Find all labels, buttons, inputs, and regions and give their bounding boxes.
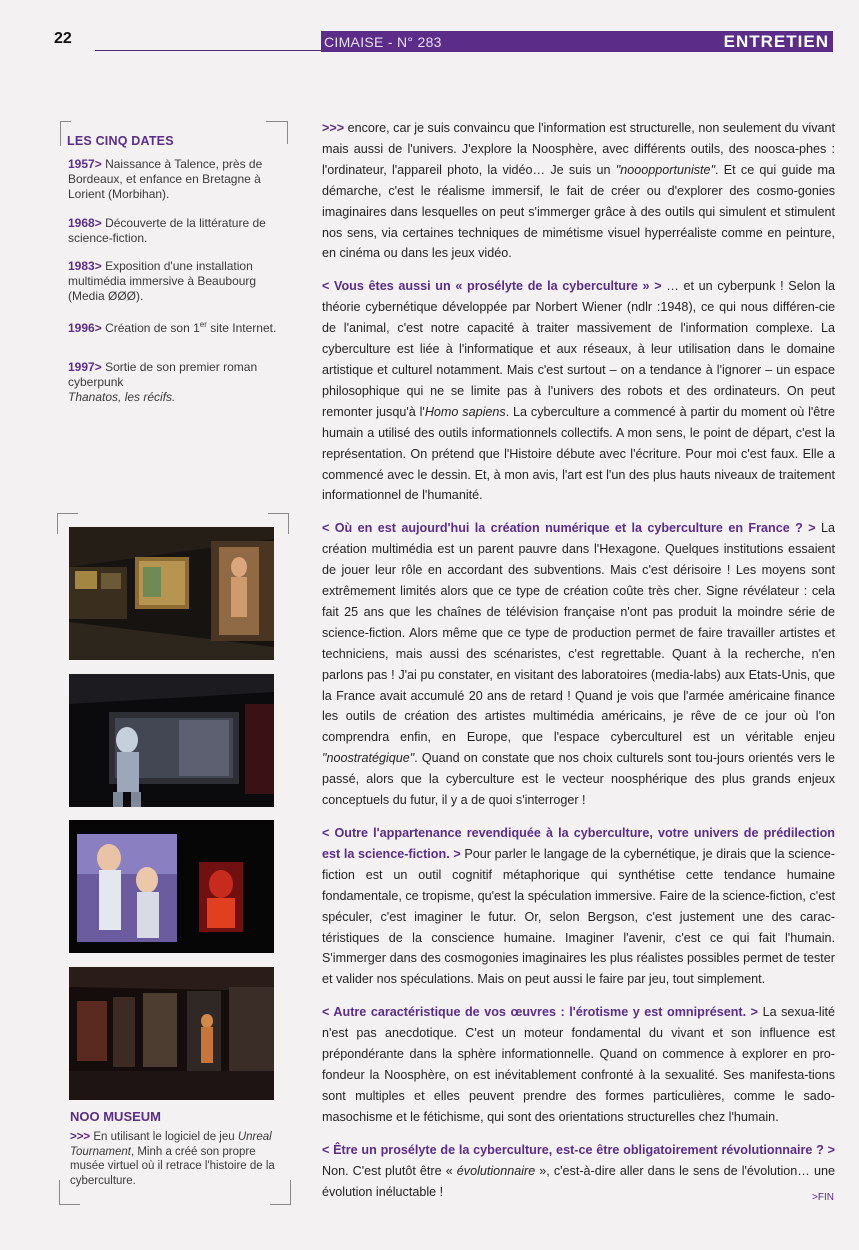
date-italic: Thanatos, les récifs. (68, 390, 176, 404)
article-paragraph (322, 276, 835, 506)
date-year: 1997 > (68, 360, 102, 374)
question: < Vous êtes aussi un « prosélyte de la cyberculture » > (322, 279, 662, 294)
article-paragraph (322, 118, 835, 264)
frame-corner (266, 121, 288, 144)
question: < Outre l'appartenance revendiquée à la cyberculture, votre univers de prédilection est la science-fiction. (322, 826, 835, 861)
article-paragraph (322, 823, 835, 990)
caption-arrows: >>> (70, 1131, 91, 1143)
date-text: site Internet. (206, 321, 277, 335)
answer-italic: Homo sapiens (424, 404, 506, 419)
article-paragraph (322, 1002, 835, 1127)
date-text: Découverte de la littérature de science-fiction. (68, 216, 266, 245)
date-entry (68, 157, 278, 202)
museum-caption (70, 1130, 280, 1188)
paragraph-text: . Et ce qui guide ma démarche, c'est le réalisme immersif, le fait de créer ou d'explorer des cosmo-gonies imaginaires dans lesquelles on peut s'immerger grâce à des outils qui simulent et stimulent nos sens, via certaines techniques de mimétisme visuel hyperréaliste comme en peinture, en cinéma ou dans les jeux vidéo. (322, 162, 835, 261)
page-number: 22 (54, 30, 72, 47)
caption-text: , Minh a créé son propre musée virtuel où il retrace l'histoire de la cyberculture. (70, 1145, 275, 1187)
article-body (322, 118, 835, 1214)
answer-text: La création multimédia est un parent pauvre dans l'Hexagone. Quelques institutions essaient de jouer leur rôle en accordant des subventions. Mais c'est dérisoire ! Les moyens sont extrêmement limités alors que ce type de création coûte très cher. Signe révélateur : cela fait 25 ans que les chaînes de télévision française n'ont pas produit la moindre série de science-fiction. Alors même que ce type de production permet de faire travailler artistes et techniciens, mais aussi des scénaristes, c'est regrettable. Quant à la recherche, n'en parlons pas ! J'ai pu constater, en visitant des laboratoires (media-labs) aux Etats-Unis, que la France avait accumulé 20 ans de retard ! Quand je vois que l'armée américaine finance les outils de création des artistes multimédia américains, je rêve de ce jour où l'on comprendra enfin, en Europe, que l'espace cyberculturel est un véritable enjeu (322, 521, 835, 745)
answer-arrow: > (746, 1005, 763, 1020)
paragraph-italic: "nooopportuniste" (615, 162, 716, 177)
answer-arrow: > (449, 846, 465, 861)
date-year: 1996 > (68, 321, 102, 335)
answer-text: . La cyberculture a commencé à partir du moment où l'être humain a utilisé des outils informationnels collectifs. A mon sens, le point de départ, c'est la représentation. On prétend que l'Histoire débute avec l'écriture. Pour moi c'est faux. Elle a commencé avec le dessin. Et, à mon avis, l'art est l'un des plus hauts niveaux de traitement informationnel de l'humanité. (322, 404, 836, 503)
magazine-issue: CIMAISE - N° 283 (324, 33, 442, 50)
question: < Où en est aujourd'hui la création numérique et la cyberculture en France ? (322, 521, 803, 536)
date-year: 1983 > (68, 259, 102, 273)
answer-text: … et un cyberpunk ! Selon la théorie cybernétique développée par Norbert Wiener (ndlr :1948), ce qui nous différen-cie de l'animal, c'est notre capacité à traiter massivement de l'information complexe. La cyberculture est liée à l'informatique et aux réseaux, à leur utilisation dans le domaine artistique et culturel notamment. Mais c'est surtout – on a tendance à l'ignorer – un espace philosophique qui ne se limite pas à l'univers des robots et des ordinateurs. On peut remonter jusqu'à l' (322, 279, 835, 419)
date-text: Sortie de son premier roman cyberpunk (68, 360, 258, 389)
paragraph-text: encore, car je suis convaincu que l'information est structurelle, non seulement du vivant mais aussi de l'univers. J'explore la Noosphère, avec différents outils, des noosca-phes : l'ordinateur, l'appareil photo, la vidéo… Je suis un (322, 121, 835, 177)
answer-arrow: > (802, 521, 821, 536)
article-paragraph (322, 518, 835, 811)
answer-italic: évolutionnaire (456, 1163, 536, 1178)
date-entry (68, 259, 278, 304)
date-text: Naissance à Talence, près de Bordeaux, et enfance en Bretagne à Lorient (Morbihan). (68, 157, 263, 201)
date-entry (68, 317, 278, 336)
end-mark: >FIN (812, 1192, 834, 1203)
answer-italic: "noostratégique" (322, 751, 415, 766)
date-entry (68, 216, 278, 246)
answer-text: La sexua-lité n'est pas anecdotique. C'est un moteur fondamental du vivant et son influence est prépondérante dans la sphère informationnelle. Quand on commence à explorer en pro-fondeur la Noosphère, on est inévitablement confronté à la sexualité. Ses manifesta-tions sont multiples et elles peuvent prendre des formes particulières, comme le sado-masochisme et le fétichisme, qui sont des orientations structurelles chez l'humain. (322, 1005, 836, 1124)
question: < Être un prosélyte de la cyberculture, est-ce être obligatoirement révolutionnaire ? > (322, 1142, 835, 1157)
answer-text: Pour parler le langage de la cybernétique, je dirais que la science-fiction est un outil cognitif métaphorique qui synthétise cette tendance humaine fondamentale, ce tropisme, qu'est la spéculation immersive. Faire de la science-fiction, c'est spéculer, c'est imaginer le futur. Or, selon Bergson, c'est justement une des carac-téristiques de la conscience humaine. Imaginer l'avenir, c'est ce qui fait l'humain. S'immerger dans des cosmogonies imaginaires les plus réalistes possibles permet de tester et valider nos spéculations. Mais on peut aussi le faire par jeu, tout simplement. (322, 846, 835, 987)
dates-title: LES CINQ DATES (67, 134, 174, 148)
question: < Autre caractéristique de vos œuvres : l'érotisme y est omniprésent. (322, 1005, 747, 1020)
date-sup: er (199, 320, 207, 329)
header-bar (321, 31, 833, 52)
article-paragraph (322, 1140, 835, 1203)
answer-text: », c'est-à-dire aller dans le sens de l'évolution… une évolution inéluctable ! (322, 1163, 835, 1199)
museum-photo-robot (69, 674, 274, 807)
date-text: Création de son 1 (105, 321, 200, 335)
caption-text: En utilisant le logiciel de jeu (93, 1131, 235, 1143)
continuation-arrows: >>> (322, 121, 345, 135)
date-year: 1968 > (68, 216, 102, 230)
museum-photo-corridor (69, 527, 274, 660)
header-rule (95, 50, 321, 51)
answer-text: . Quand on constate que nos choix culturels sont tou-jours orientés vers le passé, alors que la cyberculture est le vecteur noosphérique des plus grands enjeux conceptuels du futur, il y a de quoi s'interroger ! (322, 751, 835, 808)
museum-photo-heroines (69, 820, 274, 953)
caption-italic: Unreal Tournament (70, 1131, 272, 1158)
answer-text: Non. C'est plutôt être « (322, 1163, 457, 1178)
date-text: Exposition d'une installation multimédia immersive à Beaubourg (Media ØØØ). (68, 259, 257, 303)
date-year: 1957 > (68, 157, 102, 171)
museum-title: NOO MUSEUM (70, 1109, 161, 1124)
section-title: ENTRETIEN (723, 31, 829, 51)
date-entry (68, 360, 278, 405)
museum-photo-hall (69, 967, 274, 1100)
